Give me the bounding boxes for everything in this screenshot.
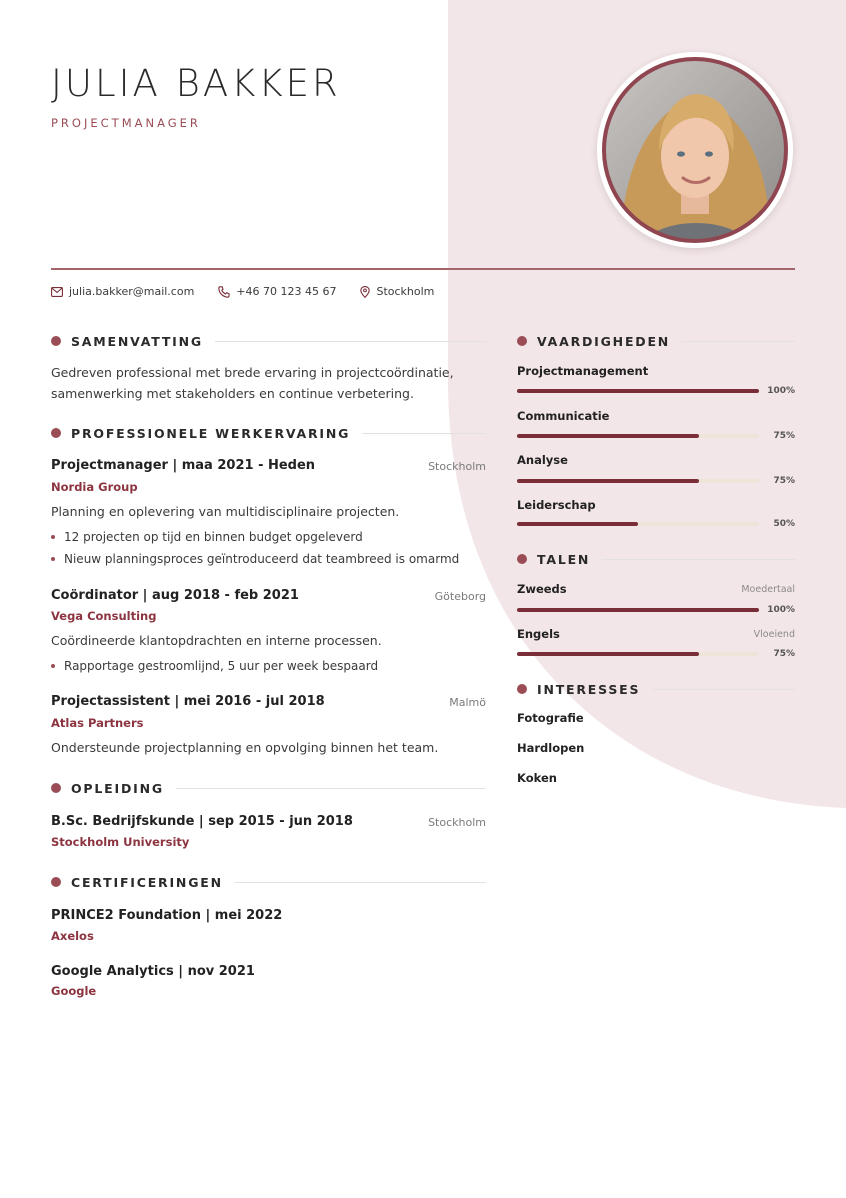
location-text: Stockholm — [376, 285, 435, 298]
skill-name: Projectmanagement — [517, 364, 649, 378]
job-bullet: 12 projecten op tijd en binnen budget opgeleverd — [51, 530, 363, 544]
contact-phone — [218, 285, 336, 298]
certification-title: Google Analytics | nov 2021 — [51, 964, 255, 979]
contact-bar — [51, 285, 458, 298]
section-title: CERTIFICERINGEN — [71, 874, 223, 890]
skill-bar — [517, 434, 759, 438]
skill-name: Leiderschap — [517, 498, 596, 512]
skill-bar-fill — [517, 389, 759, 393]
section-title: TALEN — [537, 551, 591, 567]
education-location: Stockholm — [428, 816, 486, 829]
summary-line: samenwerking met stakeholders en continue verbetering. — [51, 386, 414, 401]
section-summary — [51, 333, 486, 349]
section-bullet — [51, 428, 61, 438]
header-divider — [51, 268, 795, 270]
job-company: Nordia Group — [51, 480, 138, 494]
skill-bar-fill — [517, 479, 699, 483]
phone-icon — [218, 286, 230, 298]
section-line — [602, 559, 795, 560]
section-line — [235, 882, 486, 883]
section-bullet — [51, 783, 61, 793]
section-line — [362, 433, 486, 434]
section-title: INTERESSES — [537, 681, 641, 697]
section-bullet — [517, 554, 527, 564]
section-title: SAMENVATTING — [71, 333, 203, 349]
section-languages — [517, 551, 795, 567]
job-description: Ondersteunde projectplanning en opvolging binnen het team. — [51, 740, 439, 755]
language-bar-fill — [517, 652, 699, 656]
job-title: Projectmanager | maa 2021 - Heden — [51, 458, 316, 473]
language-name: Zweeds — [517, 582, 567, 596]
section-line — [215, 341, 486, 342]
education-title: B.Sc. Bedrijfskunde | sep 2015 - jun 2018 — [51, 814, 353, 829]
interest-item: Fotografie — [517, 711, 584, 725]
email-text: julia.bakker@mail.com — [69, 285, 195, 298]
section-line — [176, 788, 486, 789]
certification-issuer: Google — [51, 984, 97, 998]
language-name: Engels — [517, 627, 560, 641]
section-title: OPLEIDING — [71, 780, 164, 796]
phone-text: +46 70 123 45 67 — [236, 285, 337, 298]
summary-text — [51, 362, 491, 404]
job-title: Coördinator | aug 2018 - feb 2021 — [51, 588, 299, 603]
job-location: Malmö — [449, 696, 486, 709]
interest-item: Hardlopen — [517, 741, 585, 755]
location-pin-icon — [360, 286, 370, 298]
section-title: PROFESSIONELE WERKERVARING — [71, 425, 351, 441]
section-experience — [51, 425, 486, 441]
job-company: Atlas Partners — [51, 716, 144, 730]
skill-percent: 50% — [773, 519, 795, 529]
skill-bar — [517, 522, 759, 526]
section-interests — [517, 681, 795, 697]
summary-line: Gedreven professional met brede ervaring in projectcoördinatie, — [51, 365, 454, 380]
section-bullet — [517, 336, 527, 346]
skill-bar — [517, 479, 759, 483]
job-description: Planning en oplevering van multidisciplinaire projecten. — [51, 504, 400, 519]
language-percent: 100% — [767, 605, 795, 615]
candidate-name: JULIA BAKKER — [51, 62, 341, 105]
skill-percent: 75% — [773, 476, 795, 486]
skill-bar-fill — [517, 434, 699, 438]
job-bullet: Rapportage gestroomlijnd, 5 uur per week bespaard — [51, 659, 378, 673]
certification-title: PRINCE2 Foundation | mei 2022 — [51, 908, 283, 923]
job-location: Stockholm — [428, 460, 486, 473]
job-description: Coördineerde klantopdrachten en interne processen. — [51, 633, 382, 648]
section-title: VAARDIGHEDEN — [537, 333, 671, 349]
profile-photo — [597, 52, 793, 248]
section-education — [51, 780, 486, 796]
section-certifications — [51, 874, 486, 890]
skill-name: Communicatie — [517, 409, 610, 423]
skill-percent: 100% — [767, 386, 795, 396]
candidate-role: PROJECTMANAGER — [51, 116, 201, 130]
skill-bar — [517, 389, 759, 393]
language-percent: 75% — [773, 649, 795, 659]
job-location: Göteborg — [434, 590, 486, 603]
skill-percent: 75% — [773, 431, 795, 441]
skill-bar-fill — [517, 522, 638, 526]
interest-item: Koken — [517, 771, 557, 785]
skill-name: Analyse — [517, 453, 568, 467]
job-title: Projectassistent | mei 2016 - jul 2018 — [51, 694, 325, 709]
contact-location — [360, 285, 434, 298]
section-bullet — [517, 684, 527, 694]
certification-issuer: Axelos — [51, 929, 94, 943]
mail-icon — [51, 287, 63, 297]
section-skills — [517, 333, 795, 349]
job-company: Vega Consulting — [51, 609, 157, 623]
language-bar — [517, 652, 759, 656]
section-line — [682, 341, 795, 342]
language-bar-fill — [517, 608, 759, 612]
language-level-note: Moedertaal — [741, 584, 795, 595]
education-school: Stockholm University — [51, 835, 190, 849]
section-bullet — [51, 336, 61, 346]
language-level-note: Vloeiend — [753, 629, 795, 640]
section-bullet — [51, 877, 61, 887]
section-line — [652, 689, 795, 690]
contact-email — [51, 285, 194, 298]
job-bullet: Nieuw planningsproces geïntroduceerd dat teambreed is omarmd — [51, 552, 459, 566]
language-bar — [517, 608, 759, 612]
